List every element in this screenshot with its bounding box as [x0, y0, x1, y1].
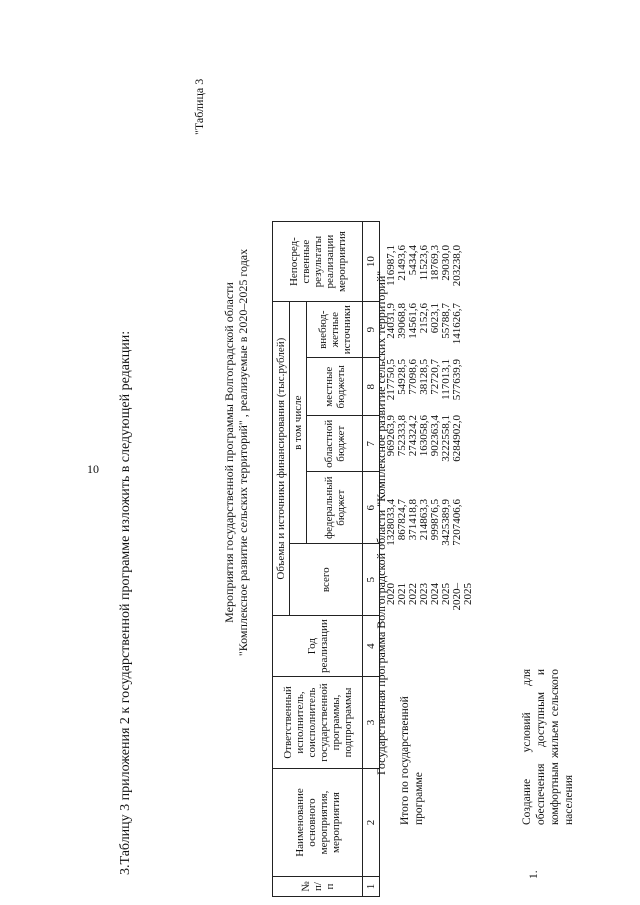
total-cell: 1328033,4 [385, 499, 397, 546]
offbudget-cell: 21493,6 [396, 245, 408, 281]
table-title-line-2: "Комплексное развитие сельских территорий" , реализуемые в 2020–2025 годах [236, 248, 250, 657]
year-cell: 2022 [407, 583, 419, 605]
section-title: Государственная программа Волгоградской области "Комплексное развитие сельских территорий" [374, 270, 388, 775]
federal-cell: 6284902,0 [451, 415, 463, 462]
offbudget-cell: 11523,6 [418, 245, 430, 281]
offbudget-cell: 116987,1 [385, 245, 397, 286]
header-federal: федеральный бюджет [307, 472, 363, 544]
federal-cell: 752333,8 [396, 415, 408, 457]
regional-cell: 72720,7 [429, 359, 441, 395]
col-number: 8 [363, 358, 380, 416]
col-number: 4 [363, 616, 380, 677]
col-number: 10 [363, 222, 380, 302]
offbudget-values-column [386, 245, 463, 291]
col-number: 5 [363, 544, 380, 616]
local-cell: 141626,7 [451, 303, 463, 345]
federal-cell: 969263,9 [385, 415, 397, 457]
header-offbudget: внебюд-жетные источники [307, 302, 363, 358]
page-number: 10 [87, 462, 99, 476]
total-cell: 867824,7 [396, 499, 408, 541]
header-num: № п/п [273, 877, 363, 897]
local-cell: 39068,8 [396, 303, 408, 339]
local-cell: 6023,1 [429, 303, 441, 334]
total-cell: 3425389,9 [440, 499, 452, 546]
federal-values-column [386, 415, 463, 467]
table-label: "Таблица 3 [192, 78, 206, 135]
year-cell: 2021 [396, 583, 408, 605]
local-values-column [386, 303, 463, 347]
header-results: Непосред-ственные результаты реализации мероприятия [273, 222, 363, 302]
year-cell: 2020 [385, 583, 397, 605]
regional-cell: 577639,9 [451, 359, 463, 401]
header-regional: областной бюджет [307, 416, 363, 472]
regional-cell: 117013,1 [440, 359, 452, 400]
year-cell: 2024 [429, 583, 441, 605]
total-cell: 371418,8 [407, 499, 419, 541]
measure-1-number: 1. [528, 870, 540, 879]
header-local: местные бюджеты [307, 358, 363, 416]
federal-cell: 3222558,1 [440, 415, 452, 462]
year-cell: 2025 [440, 583, 452, 605]
year-cell: 2023 [418, 583, 430, 605]
local-cell: 14561,6 [407, 303, 419, 339]
offbudget-cell: 5434,4 [407, 245, 419, 276]
federal-cell: 163058,6 [418, 415, 430, 457]
local-cell: 55788,7 [440, 303, 452, 339]
federal-cell: 902363,4 [429, 415, 441, 457]
table-title-line-1: Мероприятия государственной программы Волгоградской области [222, 282, 236, 623]
regional-cell: 77098,6 [407, 359, 419, 395]
offbudget-cell: 29030,0 [440, 245, 452, 281]
measure-1-label: Создание условий для обеспечения доступным и комфортным жильем сельского населения [521, 669, 575, 825]
offbudget-cell: 18769,3 [429, 245, 441, 281]
regional-cell: 38128,5 [418, 359, 430, 395]
header-executor: Ответственный исполнитель, соисполнитель государственной программы, подпрограммы [273, 677, 363, 769]
total-row-label: Итого по государственной программе [399, 696, 425, 825]
total-cell: 999876,5 [429, 499, 441, 541]
col-number: 2 [363, 769, 380, 877]
header-table [272, 221, 380, 897]
header-year: Год реализации [273, 616, 363, 677]
header-total: всего [290, 544, 363, 616]
header-name: Наименование основного мероприятия, мероприятия [273, 769, 363, 877]
total-values-column [386, 499, 463, 551]
local-cell: 2152,6 [418, 303, 430, 334]
local-cell: 24031,9 [385, 303, 397, 339]
col-number: 9 [363, 302, 380, 358]
col-number: 3 [363, 677, 380, 769]
years-column [385, 583, 474, 623]
col-number: 1 [363, 877, 380, 897]
regional-cell: 54928,5 [396, 359, 408, 395]
total-cell: 7207406,6 [451, 499, 463, 546]
col-number: 7 [363, 416, 380, 472]
header-funding: Объемы и источники финансирования (тыс.рублей) [273, 302, 290, 616]
year-cell: 2020–2025 [451, 583, 474, 611]
col-number: 6 [363, 472, 380, 544]
amendment-intro-text: 3.Таблицу 3 приложения 2 к государственной программе изложить в следующей редакции: [118, 330, 133, 875]
regional-values-column [386, 359, 463, 405]
header-including: в том числе [290, 302, 307, 544]
federal-cell: 274324,2 [407, 415, 419, 457]
offbudget-cell: 203238,0 [451, 245, 463, 287]
regional-cell: 217750,5 [385, 359, 397, 401]
total-cell: 214863,3 [418, 499, 430, 541]
